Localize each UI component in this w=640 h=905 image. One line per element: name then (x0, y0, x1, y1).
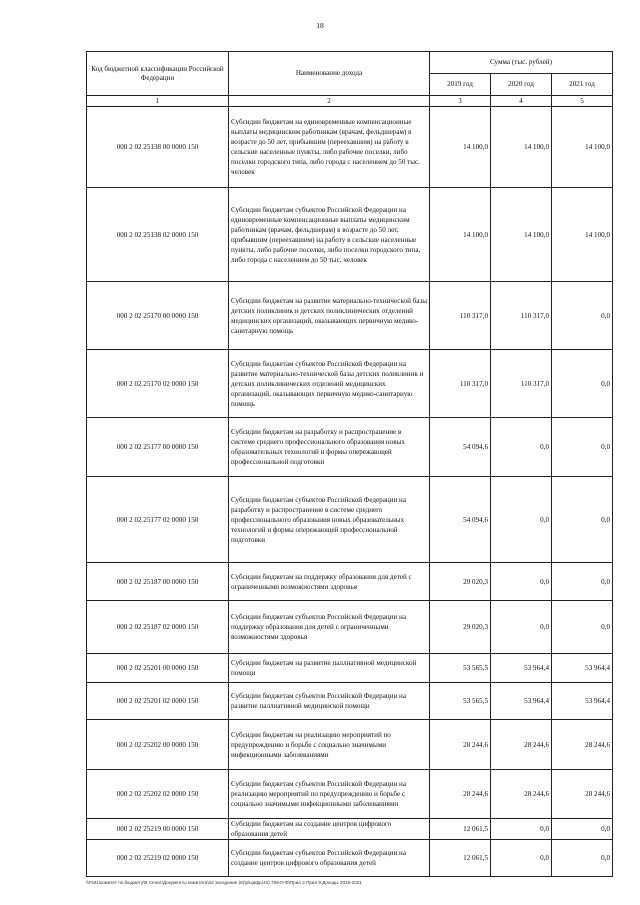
row-value-2019: 53 565,5 (430, 654, 491, 683)
row-name: Субсидии бюджетам на единовременные компенсационные выплаты медицинским работникам (врачам, фельдшерам) в возрасте до 50 лет, прибывшим (переехавшим) на работу в сельские населенные пункты, либо рабочие поселки, либо поселки городского типа, либо города с населением до 50 тыс. человек (229, 107, 430, 188)
table-row (87, 683, 613, 720)
row-value-2020: 0,0 (491, 840, 552, 877)
row-value-2021: 0,0 (552, 350, 613, 418)
row-value-2021: 14 100,0 (552, 188, 613, 282)
header-sum-group: Сумма (тыс. рублей) (430, 52, 613, 74)
table-row (87, 282, 613, 350)
row-value-2019: 14 100,0 (430, 107, 491, 188)
table-row (87, 563, 613, 601)
row-code: 000 2 02 25177 02 0000 150 (87, 477, 229, 563)
row-code: 000 2 02 25219 00 0000 150 (87, 819, 229, 840)
row-value-2019: 29 020,3 (430, 563, 491, 601)
row-value-2021: 0,0 (552, 601, 613, 654)
row-code: 000 2 02 25138 02 0000 150 (87, 188, 229, 282)
table-row (87, 770, 613, 819)
row-value-2021: 28 244,6 (552, 720, 613, 770)
row-value-2021: 28 244,6 (552, 770, 613, 819)
row-value-2020: 0,0 (491, 819, 552, 840)
column-number: 2 (229, 96, 430, 107)
row-value-2020: 110 317,0 (491, 350, 552, 418)
row-name: Субсидии бюджетам субъектов Российской Федерации на единовременные компенсационные выплаты медицинским работникам (врачам, фельдшерам) в возрасте до 50 лет, прибывшим (переехавшим) на работу в сельские населенные пункты, либо рабочие поселки, либо поселки городского типа, либо города с населением до 50 тыс. человек (229, 188, 430, 282)
row-code: 000 2 02 25187 02 0000 150 (87, 601, 229, 654)
row-value-2021: 0,0 (552, 418, 613, 477)
row-value-2019: 54 094,6 (430, 418, 491, 477)
row-value-2020: 0,0 (491, 563, 552, 601)
table-row (87, 819, 613, 840)
row-value-2019: 28 244,6 (430, 720, 491, 770)
row-value-2021: 0,0 (552, 282, 613, 350)
table-row (87, 840, 613, 877)
row-value-2021: 0,0 (552, 819, 613, 840)
row-value-2019: 54 094,6 (430, 477, 491, 563)
row-name: Субсидии бюджетам субъектов Российской Федерации на создание центров цифрового образования детей (229, 840, 430, 877)
row-value-2021: 0,0 (552, 840, 613, 877)
row-value-2021: 0,0 (552, 477, 613, 563)
row-value-2021: 53 964,4 (552, 683, 613, 720)
header-code: Код бюджетной классификации Российской Федерации (87, 52, 229, 96)
table-row (87, 188, 613, 282)
row-name: Субсидии бюджетам на разработку и распространение в системе среднего профессионального образования новых образовательных технологий и формы опережающей профессиональной подготовки (229, 418, 430, 477)
row-value-2019: 14 100,0 (430, 188, 491, 282)
table-row (87, 350, 613, 418)
row-value-2020: 28 244,6 (491, 720, 552, 770)
row-name: Субсидии бюджетам на реализацию мероприятий по предупреждению и борьбе с социально значимыми инфекционными заболеваниями (229, 720, 430, 770)
row-name: Субсидии бюджетам на развитие паллиативной медицинской помощи (229, 654, 430, 683)
column-number: 4 (491, 96, 552, 107)
row-value-2019: 53 565,5 (430, 683, 491, 720)
row-value-2019: 28 244,6 (430, 770, 491, 819)
table-row (87, 601, 613, 654)
row-code: 000 2 02 25177 00 0000 150 (87, 418, 229, 477)
row-name: Субсидии бюджетам субъектов Российской Федерации на развитие паллиативной медицинской помощи (229, 683, 430, 720)
header-year-2019: 2019 год (430, 74, 491, 96)
row-value-2020: 28 244,6 (491, 770, 552, 819)
row-code: 000 2 02 25219 02 0000 150 (87, 840, 229, 877)
table-row (87, 107, 613, 188)
row-name: Субсидии бюджетам на развитие материально-технической базы детских поликлиник и детских поликлинических отделений медицинских организаций, оказывающих первичную медико-санитарную помощь (229, 282, 430, 350)
row-name: Субсидии бюджетам субъектов Российской Федерации на разработку и распространение в системе среднего профессионального образования новых образовательных технологий и формы опережающей профессиональной подготовки (229, 477, 430, 563)
row-value-2019: 110 317,0 (430, 350, 491, 418)
table-row (87, 654, 613, 683)
row-value-2020: 14 100,0 (491, 188, 552, 282)
table-row (87, 477, 613, 563)
header-year-2021: 2021 год (552, 74, 613, 96)
row-name: Субсидии бюджетам субъектов Российской Федерации на реализацию мероприятий по предупреждению и борьбе с социально значимыми инфекционными заболеваниями (229, 770, 430, 819)
row-value-2020: 14 100,0 (491, 107, 552, 188)
row-code: 000 2 02 25170 00 0000 150 (87, 282, 229, 350)
column-number: 1 (87, 96, 229, 107)
row-value-2021: 0,0 (552, 563, 613, 601)
revenue-table (86, 51, 613, 877)
row-value-2019: 110 317,0 (430, 282, 491, 350)
row-value-2021: 53 964,4 (552, 654, 613, 683)
table-row (87, 418, 613, 477)
row-value-2019: 12 061,5 (430, 819, 491, 840)
header-name: Наименование дохода (229, 52, 430, 96)
row-value-2020: 0,0 (491, 418, 552, 477)
header-year-2020: 2020 год (491, 74, 552, 96)
row-value-2019: 29 020,3 (430, 601, 491, 654)
row-value-2019: 12 061,5 (430, 840, 491, 877)
column-number-row (87, 96, 613, 107)
row-value-2020: 53 964,4 (491, 654, 552, 683)
row-code: 000 2 02 25170 02 0000 150 (87, 350, 229, 418)
table-row (87, 720, 613, 770)
row-code: 000 2 02 25187 00 0000 150 (87, 563, 229, 601)
row-value-2020: 110 317,0 (491, 282, 552, 350)
row-value-2020: 0,0 (491, 601, 552, 654)
column-number: 5 (552, 96, 613, 107)
row-name: Субсидии бюджетам на создание центров цифрового образования детей (229, 819, 430, 840)
row-name: Субсидии бюджетам субъектов Российской Федерации на развитие материально-технической базы детских поликлиник и детских поликлинических отделений медицинских организаций, оказывающих первичную медико-санитарную помощь (229, 350, 430, 418)
footer-file-path: \\Fs01\комитет по бюджету\В Сенат\Документы комитета\42 заседание (5)\р\Цифр(42) 769-П-Ф\Прил 2 Прил 9 Доходы 2019-2021 (86, 880, 362, 885)
row-code: 000 2 02 25202 02 0000 150 (87, 770, 229, 819)
row-code: 000 2 02 25201 00 0000 150 (87, 654, 229, 683)
row-code: 000 2 02 25138 00 0000 150 (87, 107, 229, 188)
column-number: 3 (430, 96, 491, 107)
row-name: Субсидии бюджетам на поддержку образования для детей с ограниченными возможностями здоровья (229, 563, 430, 601)
row-code: 000 2 02 25201 02 0000 150 (87, 683, 229, 720)
row-code: 000 2 02 25202 00 0000 150 (87, 720, 229, 770)
row-value-2020: 53 964,4 (491, 683, 552, 720)
page-number: 18 (316, 21, 324, 30)
row-value-2021: 14 100,0 (552, 107, 613, 188)
row-name: Субсидии бюджетам субъектов Российской Федерации на поддержку образования для детей с ограниченными возможностями здоровья (229, 601, 430, 654)
row-value-2020: 0,0 (491, 477, 552, 563)
